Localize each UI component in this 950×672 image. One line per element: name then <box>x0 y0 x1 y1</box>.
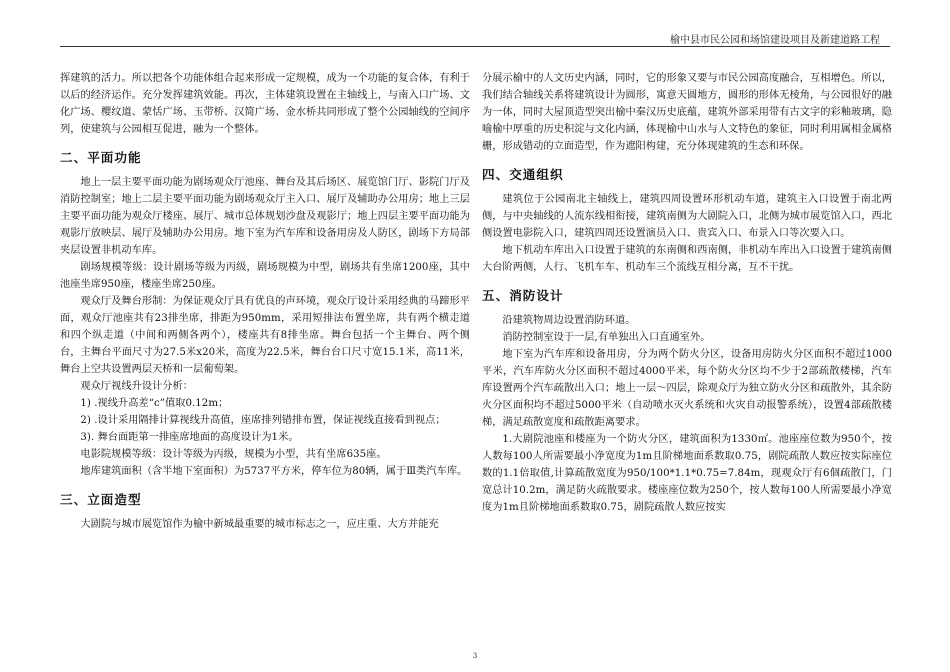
page-number: 3 <box>472 652 478 660</box>
right-column <box>482 70 892 516</box>
paragraph: 建筑位于公园南北主轴线上，建筑四周设置环形机动车道，建筑主入口设置于南北两侧，与中央轴线的人流东线相衔接，建筑南侧为大剧院入口，北侧为城市展览馆入口，西北侧设置电影院入口，建筑四周还设置演员入口、贵宾入口、布景入口等次要入口。 <box>482 194 892 239</box>
paragraph: 地上一层主要平面功能为剧场观众厅池座、舞台及其后场区、展览馆门厅、影院门厅及消防控制室；地上二层主要平面功能为剧场观众厅主入口、展厅及辅助办公用房；地上三层主要平面功能为观众厅楼座、展厅、城市总体规划沙盘及观影厅；地上四层主要平面功能为观影厅放映层、展厅及辅助办公用房。地下室为汽车库和设备用房及人防区，剧场下方局部夹层设置非机动车库。 <box>60 177 470 256</box>
header-title: 榆中县市民公园和场馆建设项目及新建道路工程 <box>670 35 880 46</box>
section-heading: 五、消防设计 <box>482 288 564 303</box>
paragraph: 剧场规模等级：设计剧场等级为丙级，剧场规模为中型，剧场共有坐席1200座，其中池座坐席950座，楼座坐席250座。 <box>60 262 470 290</box>
section-heading: 三、立面造型 <box>60 492 142 507</box>
paragraph: 地下机动车库出入口设置于建筑的东南侧和西南侧，非机动车库出入口设置于建筑南侧大台阶两侧，人行、飞机车车、机动车三个流线互相分离，互不干扰。 <box>482 245 892 273</box>
paragraph: 分展示榆中的人文历史内涵，同时，它的形象又要与市民公园高度融合，互相增色。所以，我们结合轴线关系将建筑设计为圆形，寓意天圆地方，圆形的形体无棱角，与公园很好的融为一体，同时大屋顶造型突出榆中秦汉历史底蕴，建筑外部采用带有古文字的彩釉玻璃，隐喻榆中厚重的历史积淀与文化内涵，体现榆中山水与人文特色的象征，同时利用属相金属格栅，形成错动的立面造型，作为遮阳构建，充分体现建筑的生态和环保。 <box>482 73 892 152</box>
paragraph: 地下室为汽车库和设备用房，分为两个防火分区，设备用房防火分区面积不超过1000平米，汽车库防火分区面积不超过4000平米，每个防火分区均不少于2部疏散楼梯，汽车库设置两个汽车疏散出入口；地上一层～四层，除观众厅为独立防火分区和疏散外，其余防火分区面积均不超过5000平米（自动喷水灭火系统和火灾自动报警系统），设置4部疏散楼梯，满足疏散宽度和疏散距离要求。 <box>482 349 892 428</box>
list-item: 1) .视线升高差“c”值取0.12m； <box>80 398 229 409</box>
paragraph: 1.大剧院池座和楼座为一个防火分区，建筑面积为1330㎡。池座座位数为950个，按人数每100人所需要最小净宽度为1m且阶梯地面系数取0.75，剧院疏散人数应按实际座位数的1.1倍取值,计算疏散宽度为950/100*1.1*0.75=7.84m，现观众厅有6個疏散门，门宽总计10.2m，满足防火疏散要求。楼座座位数为250个，按人数每100人所需要最小净宽度为1m且阶梯地面系数取0.75，剧院疏散人数应按实 <box>482 434 892 513</box>
list-item: 2) .设计采用隔排计算视线升高值，座席排列错排布置，保证视线直接看到视点； <box>80 415 446 426</box>
left-column <box>60 70 470 533</box>
section-heading: 四、交通组织 <box>482 167 564 182</box>
list-item: 3). 舞台面距第一排座席地面的高度设计为1米。 <box>80 432 299 443</box>
section-heading: 二、平面功能 <box>60 150 142 165</box>
page-header <box>60 30 890 47</box>
paragraph: 大剧院与城市展览馆作为榆中新城最重要的城市标志之一，应庄重、大方并能充 <box>80 519 439 530</box>
paragraph: 挥建筑的活力。所以把各个功能体组合起来形成一定规模，成为一个功能的复合体，有利于以后的经济运作。充分发挥建筑效能。再次，主体建筑设置在主轴线上，与南入口广场、文化广场、樱纹道、蒙恬广场、玉带桥、汉简广场、金水桥共同形成了整个公园轴线的空间序列，使建筑与公园相互促进，融为一个整体。 <box>60 73 470 135</box>
paragraph: 沿建筑物周边设置消防环道。 <box>502 315 636 326</box>
paragraph: 观众厅视线升设计分析： <box>80 381 194 392</box>
paragraph: 消防控制室设于一层,有单独出入口直通室外。 <box>502 332 711 343</box>
paragraph: 观众厅及舞台形制：为保证观众厅具有优良的声环境，观众厅设计采用经典的马蹄形平面，观众厅池座共有23排坐席，排距为950mm，采用短排法布置坐席，共有两个横走道和四个纵走道（中间和两侧各两个），楼座共有8排坐席。舞台包括一个主舞台、两个侧台，主舞台平面尺寸为27.5米x20米，高度为22.5米，舞台台口尺寸宽15.1米，高11米，舞台上空共设置两层天桥和一层葡萄架。 <box>60 296 470 375</box>
paragraph: 地库建筑面积（含半地下室面积）为5737平方米，停车位为80辆，属于Ⅲ类汽车库。 <box>80 466 468 477</box>
paragraph: 电影院规模等级：设计等级为丙级，规模为小型，共有坐席635座。 <box>80 449 387 460</box>
